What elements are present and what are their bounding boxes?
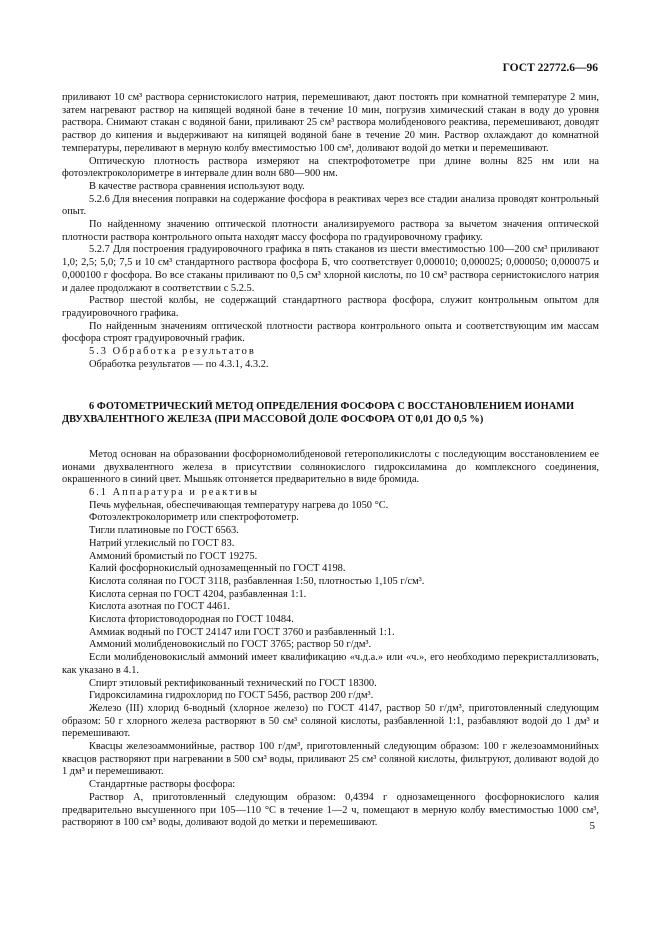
body-text [62,92,599,830]
paragraph: Раствор А, приготовленный следующим образом: 0,4394 г однозамещенного фосфорнокислого калия предварительно высушенного при 105—110 °С в течение 1—2 ч, помещают в мерную колбу вместимостью 1000 см³, растворяют в 100 см³ воды, доливают водой до метки и перемешивают. [62,791,599,829]
subsection-title: 6.1 Аппаратура и реактивы [89,486,259,498]
standard-header: ГОСТ 22772.6—96 [502,62,598,74]
list-item: Аммоний бромистый по ГОСТ 19275. [89,550,258,562]
paragraph: приливают 10 см³ раствора сернистокислого натрия, перемешивают, дают постоять при комнатной температуре 2 мин, затем нагревают раствор на кипящей водяной бане в течение 10 мин, погрузив химический стакан в воду до уровня раствора. Снимают стакан с водяной бани, приливают 25 см³ раствора молибденового реактива, перемешивают, доводят раствор до кипения и выдерживают на кипящей водяной бане в течение 20 мин. Раствор охлаждают до комнатной температуры, переливают в мерную колбу вместимостью 100 см³, доливают водой до метки и перемешивают. [62,92,599,154]
page-number: 5 [589,820,595,832]
paragraph: Обработка результатов — по 4.3.1, 4.3.2. [89,358,269,370]
list-item: Печь муфельная, обеспечивающая температуру нагрева до 1050 °С. [89,499,389,511]
paragraph: В качестве раствора сравнения используют воду. [89,180,305,192]
paragraph: Раствор шестой колбы, не содержащий стандартного раствора фосфора, служит контрольным опытом для градуировочного графика. [62,295,599,319]
paragraph: Если молибденовокислый аммоний имеет квалификацию «ч.д.а.» или «ч.», его необходимо перекристаллизовать, как указано в 4.1. [62,652,599,676]
list-item: Тигли платиновые по ГОСТ 6563. [89,525,239,537]
list-item: Аммиак водный по ГОСТ 24147 или ГОСТ 3760 и разбавленный 1:1. [89,626,395,638]
list-item: Спирт этиловый ректификованный технический по ГОСТ 18300. [89,677,377,689]
paragraph: Оптическую плотность раствора измеряют на спектрофотометре при длине волны 825 нм или на фотоэлектроколориметре в интервале длин волн 680—900 нм. [62,155,599,180]
paragraph: Стандартные растворы фосфора: [89,779,236,791]
list-item: Кислота азотная по ГОСТ 4461. [89,601,231,613]
list-item: Калий фосфорнокислый однозамещенный по ГОСТ 4198. [89,563,346,575]
paragraph: По найденным значениям оптической плотности раствора контрольного опыта и соответствующим им массам фосфора строят градуировочный график. [62,320,599,345]
paragraph: Квасцы железоаммонийные, раствор 100 г/дм³, приготовленный следующим образом: 100 г железоаммонийных квасцов растворяют при нагревании в 500 см³ воды, приливают 25 см³ соляной кислоты, фильтруют, доливают водой до 1 дм³ и перемешивают. [62,741,599,778]
list-item: Гидроксиламина гидрохлорид по ГОСТ 5456, раствор 200 г/дм³. [89,690,374,702]
paragraph: Железо (III) хлорид 6-водный (хлорное железо) по ГОСТ 4147, раствор 50 г/дм³, приготовленный следующим образом: 50 г хлорного железа растворяют в 50 см³ соляной кислоты, разбавленной 1:1, разбавляют водой до 1 дм³ и перемешивают. [62,702,599,740]
list-item: Кислота фтористоводородная по ГОСТ 10484. [89,614,294,626]
paragraph: Метод основан на образовании фосфорномолибденовой гетерополикислоты с последующим восстановлением ее ионами двухвалентного железа в присутствии солянокислого гидроксиламина до комплексного соединения, окрашенного в синий цвет. Мышьяк отгоняется предварительно в виде бромида. [62,448,599,486]
list-item: Кислота соляная по ГОСТ 3118, разбавленная 1:50, плотностью 1,105 г/см³. [89,575,425,587]
subsection-title: 5.3 Обработка результатов [89,346,256,358]
paragraph: По найденному значению оптической плотности анализируемого раствора за вычетом значения оптической плотности раствора контрольного опыта находят массу фосфора по градуировочному графику. [62,219,599,243]
list-item: Натрий углекислый по ГОСТ 83. [89,537,235,549]
paragraph: 5.2.7 Для построения градуировочного графика в пять стаканов из шести вместимостью 100—200 см³ приливают 1,0; 2,5; 5,0; 7,5 и 10 см³ стандартного раствора фосфора Б, что соответствует 0,000010; 0,000025; 0,000050; 0,000075 и 0,000100 г фосфора. Во все стаканы приливают по 0,5 см³ хлорной кислоты, по 10 см³ раствора сернистокислого натрия и далее продолжают в соответствии с 5.2.5. [62,244,599,294]
section-heading: 6 ФОТОМЕТРИЧЕСКИЙ МЕТОД ОПРЕДЕЛЕНИЯ ФОСФОРА С ВОССТАНОВЛЕНИЕМ ИОНАМИ ДВУХВАЛЕНТНОГО ЖЕЛЕЗА (ПРИ МАССОВОЙ ДОЛЕ ФОСФОРА ОТ 0,01 ДО 0,5 %) [62,401,575,426]
paragraph: 5.2.6 Для внесения поправки на содержание фосфора в реактивах через все стадии анализа проводят контрольный опыт. [62,193,599,218]
list-item: Фотоэлектроколориметр или спектрофотометр. [89,512,299,524]
list-item: Аммоний молибденовокислый по ГОСТ 3765; раствор 50 г/дм³. [89,639,372,651]
list-item: Кислота серная по ГОСТ 4204, разбавленная 1:1. [89,588,307,600]
